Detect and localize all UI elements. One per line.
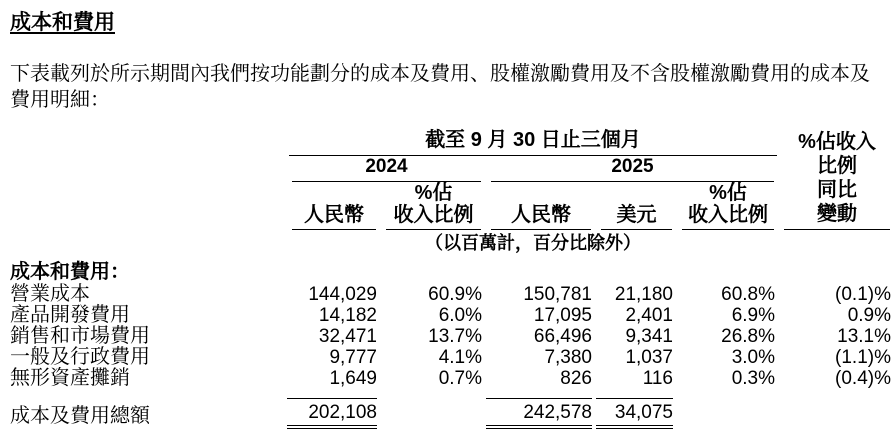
table-row <box>10 347 895 368</box>
section-label: 成本和費用： <box>10 261 130 283</box>
column-header-usd-2025-cell <box>596 182 677 230</box>
cell-rmb-2024: 1,649 <box>329 368 377 389</box>
column-header-rmb-2025-cell <box>486 182 596 230</box>
cell-pct-2025: 60.8% <box>721 284 775 305</box>
unit-note-row <box>10 230 895 255</box>
table-row <box>10 368 895 389</box>
total-label-text: 成本及費用總額 <box>10 405 150 427</box>
pct-2025-line1: %佔 <box>709 182 747 204</box>
cell-pct-2024: 60.9% <box>428 284 482 305</box>
empty-cell <box>10 156 287 182</box>
cell-usd-2025: 9,341 <box>625 326 673 347</box>
rmb-2024-label: 人民幣 <box>304 204 364 226</box>
cell-yoy: (1.1)% <box>835 347 891 368</box>
year-2025-cell <box>486 156 779 182</box>
cell-pct-2025: 6.9% <box>731 305 775 326</box>
cell-pct-2024: 6.0% <box>438 305 482 326</box>
empty-cell <box>10 129 287 156</box>
total-row <box>10 389 895 429</box>
empty-cell <box>677 389 779 429</box>
row-label: 營業成本 <box>10 283 90 305</box>
row-label: 銷售和市場費用 <box>10 325 150 347</box>
row-label: 產品開發費用 <box>10 304 130 326</box>
cell-yoy: 0.9% <box>847 305 891 326</box>
column-header-yoy <box>784 130 890 230</box>
cell-pct-2024: 4.1% <box>438 347 482 368</box>
cell-usd-2025: 1,037 <box>625 347 673 368</box>
usd-2025-label: 美元 <box>616 204 657 226</box>
cell-rmb-2024: 32,471 <box>318 326 377 347</box>
period-header-cell <box>287 129 779 156</box>
unit-note-cell <box>287 230 779 255</box>
year-2024-cell <box>287 156 486 182</box>
yoy-header-line2: 比例 <box>817 155 857 177</box>
cell-rmb-2025: 150,781 <box>523 284 592 305</box>
empty-cell <box>779 389 895 429</box>
pct-2025-line2: 收入比例 <box>688 204 768 226</box>
cell-pct-2025: 3.0% <box>731 347 775 368</box>
empty-cell <box>779 230 895 255</box>
cell-rmb-2025: 826 <box>560 368 592 389</box>
cell-yoy: 13.1% <box>837 326 891 347</box>
column-header-pct-2025-cell <box>677 182 779 230</box>
column-header-rmb-2024-cell <box>287 182 381 230</box>
column-header-rmb-2024 <box>292 204 376 230</box>
row-label: 無形資產攤銷 <box>10 367 130 389</box>
yoy-header-line3: 同比 <box>817 179 857 201</box>
total-rmb-2025: 242,578 <box>486 389 596 429</box>
table-row <box>10 326 895 347</box>
column-header-pct-2024 <box>386 182 481 230</box>
table-row <box>10 305 895 326</box>
page-title: 成本和費用 <box>10 10 115 34</box>
table-row <box>10 284 895 305</box>
cell-rmb-2025: 7,380 <box>544 347 592 368</box>
cell-usd-2025: 21,180 <box>614 284 673 305</box>
unit-note: （以百萬計，百分比除外） <box>425 233 641 253</box>
cell-rmb-2024: 9,777 <box>329 347 377 368</box>
intro-paragraph: 下表載列於所示期間內我們按功能劃分的成本及費用、股權激勵費用及不含股權激勵費用的成本及費用明細： <box>10 63 870 111</box>
empty-cell <box>10 230 287 255</box>
cell-pct-2025: 26.8% <box>721 326 775 347</box>
section-row <box>10 255 895 284</box>
yoy-header-line1: %佔收入 <box>798 131 876 153</box>
section-label-cell <box>10 255 895 284</box>
yoy-column-header-cell <box>779 129 895 230</box>
column-header-rmb-2025 <box>491 204 591 230</box>
costs-and-expenses-table <box>10 129 895 429</box>
pct-2024-line1: %佔 <box>414 182 453 204</box>
row-label: 一般及行政費用 <box>10 346 150 368</box>
cell-usd-2025: 2,401 <box>625 305 673 326</box>
column-header-pct-2024-cell <box>381 182 486 230</box>
cell-yoy: (0.1)% <box>835 284 891 305</box>
period-header: 截至 9 月 30 日止三個月 <box>289 129 777 156</box>
cell-yoy: (0.4)% <box>835 368 891 389</box>
year-2024: 2024 <box>292 156 481 182</box>
header-row-subcolumns <box>10 182 895 230</box>
cell-rmb-2024: 144,029 <box>308 284 377 305</box>
year-2025: 2025 <box>491 156 774 182</box>
yoy-header-line4: 變動 <box>817 203 857 225</box>
total-rmb-2024: 202,108 <box>287 389 381 429</box>
column-header-usd-2025 <box>601 204 672 230</box>
pct-2024-line2: 收入比例 <box>393 204 474 226</box>
cell-rmb-2025: 17,095 <box>533 305 592 326</box>
cell-usd-2025: 116 <box>642 368 673 389</box>
total-usd-2025: 34,075 <box>596 389 677 429</box>
rmb-2025-label: 人民幣 <box>511 204 571 226</box>
column-header-pct-2025 <box>682 182 774 230</box>
cell-pct-2025: 0.3% <box>731 368 775 389</box>
header-row-period <box>10 129 895 156</box>
cell-pct-2024: 13.7% <box>428 326 482 347</box>
header-row-years <box>10 156 895 182</box>
cell-pct-2024: 0.7% <box>438 368 482 389</box>
cell-rmb-2025: 66,496 <box>533 326 592 347</box>
empty-cell <box>381 389 486 429</box>
total-row-label <box>10 389 287 429</box>
empty-cell <box>10 182 287 230</box>
cell-rmb-2024: 14,182 <box>318 305 377 326</box>
